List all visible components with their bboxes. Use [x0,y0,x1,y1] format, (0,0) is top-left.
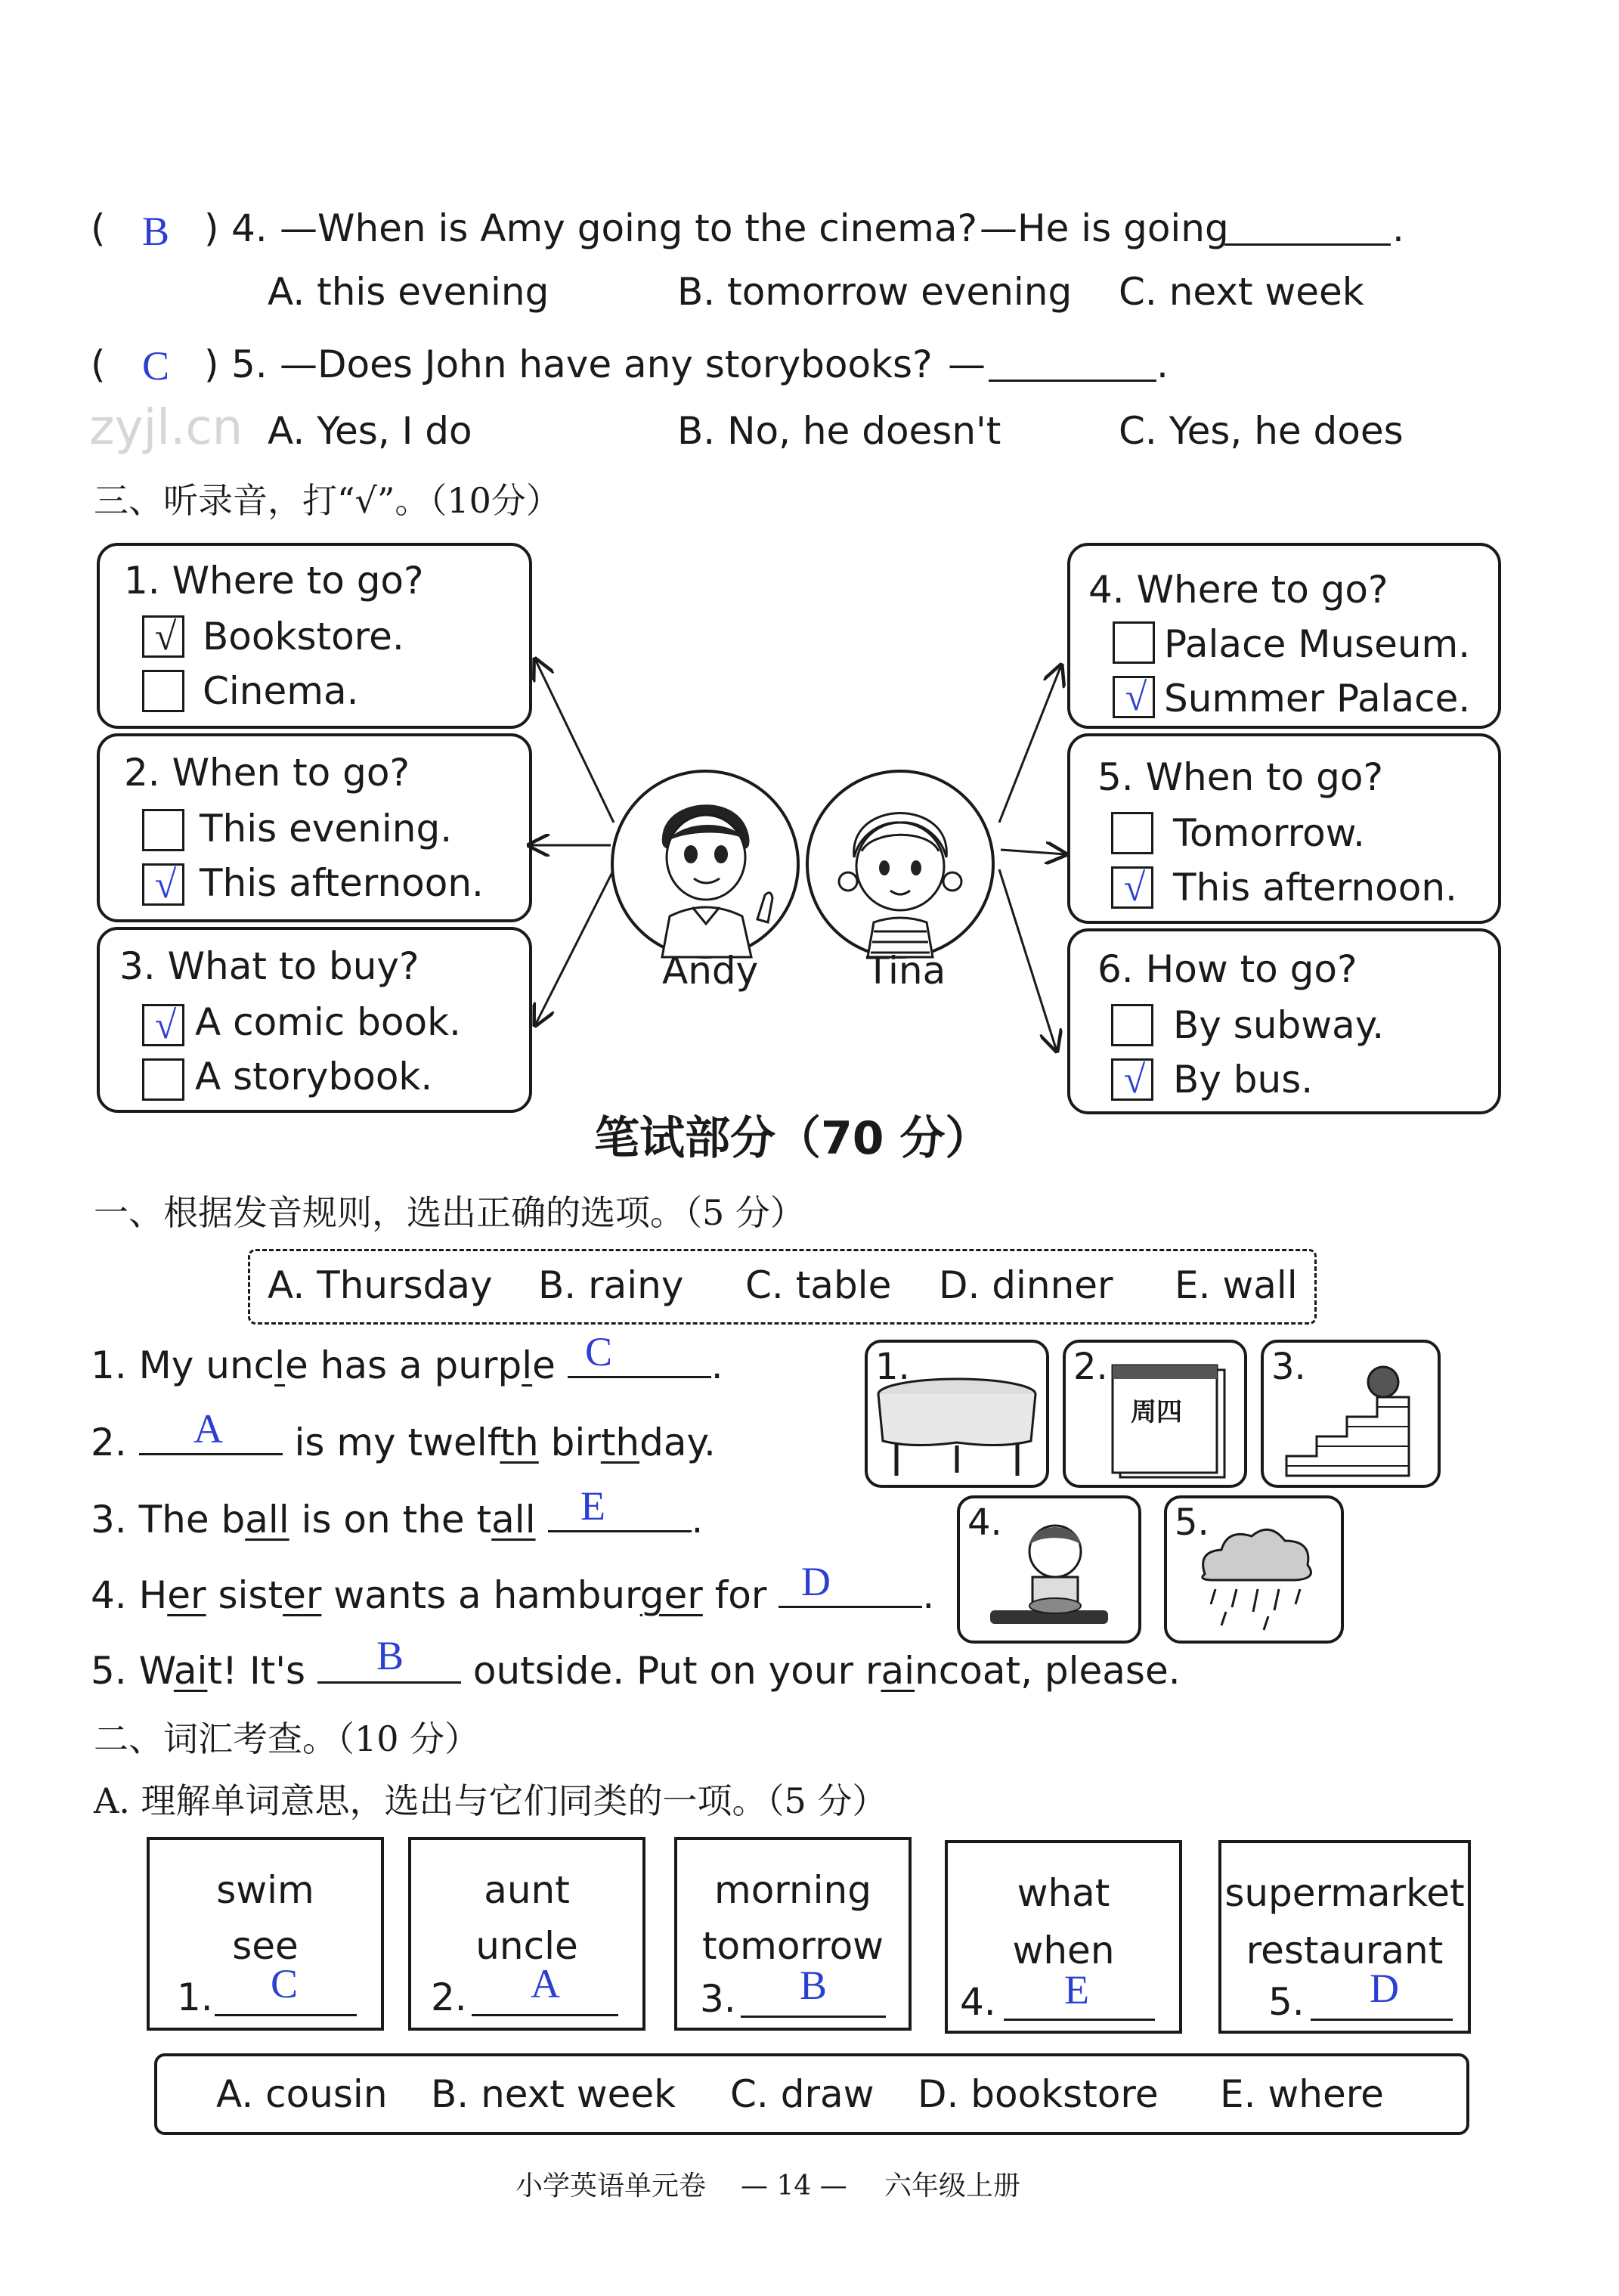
underlined-sound: ai [881,1649,915,1693]
section-one-option-a: A. Thursday [268,1263,493,1307]
calendar-label: 周四 [1131,1397,1182,1427]
footer-right: 六年级上册 [884,2171,1021,2201]
vocab-word: see [232,1924,299,1968]
q5-number: 5. [231,342,268,386]
underlined-sound: er [167,1573,206,1617]
listen-box-question: 3. What to buy? [119,944,419,988]
q5-option-b: B. No, he doesn't [677,409,1001,453]
answer-blank[interactable] [779,1572,922,1608]
vocab-answer: A [531,1961,560,2006]
sentence-text [536,1498,548,1542]
listen-option: Tomorrow. [1173,811,1365,855]
picture-3-ball-wall [1261,1340,1441,1488]
tina-label: Tina [866,949,946,993]
q4-paren-close: ) [204,206,219,250]
sentence-3 [91,1497,703,1542]
sentence-text: sist [206,1573,283,1617]
sentence-text: is my twelf [282,1421,500,1464]
picture-1-table [865,1340,1049,1488]
underlined-sound: ger [639,1573,703,1617]
answer-blank[interactable] [1311,2019,1453,2021]
sentence-text: outside. Put on your r [461,1649,881,1693]
sentence-text: t! It's [207,1649,317,1693]
picture-number: 3. [1271,1346,1306,1388]
vocab-group-5 [1218,1840,1471,2034]
q4-number: 4. [231,206,268,250]
listen-option: This evening. [200,807,453,851]
sentence-2-answer: A [193,1406,223,1452]
sentence-5-answer: B [376,1633,404,1678]
vocab-group-4 [945,1840,1182,2034]
sentence-end: . [922,1573,935,1617]
listen-option: Palace Museum. [1164,622,1471,666]
section-one-option-e: E. wall [1175,1263,1298,1307]
picture-number: 5. [1175,1501,1209,1544]
vocab-word: morning [714,1868,871,1912]
vocab-word: what [1017,1871,1110,1915]
vocab-answer: B [800,1963,828,2008]
q5-option-a: A. Yes, I do [268,409,472,453]
vocab-number: 1. [177,1975,213,2019]
sentence-text: e [532,1343,568,1387]
vocab-word: when [1012,1929,1115,1972]
section-three-title: 三、听录音，打“√”。（10分） [94,480,561,521]
underlined-sound: all [491,1498,536,1542]
q4-question: —When is Amy going to the cinema? [280,206,977,250]
picture-number: 1. [875,1346,910,1388]
sentence-end: . [691,1498,704,1542]
sentence-text: is on the t [289,1498,492,1542]
vocab-group-2 [408,1837,645,2031]
picture-2-calendar [1063,1340,1247,1488]
rain-cloud-icon [1167,1498,1341,1641]
underlined-sound: th [500,1421,539,1464]
q5-paren-open: ( [91,342,106,386]
section-one-option-b: B. rainy [538,1263,684,1307]
section-two-option-e: E. where [1220,2072,1384,2116]
listen-option: A storybook. [195,1055,433,1098]
sentence-1-answer: C [585,1329,613,1374]
vocab-answer: D [1370,1966,1399,2011]
listen-box-question: 6. How to go? [1097,947,1357,991]
listen-option: This afternoon. [200,861,484,905]
andy-label: Andy [662,949,759,993]
listen-box-question: 5. When to go? [1097,755,1384,799]
sentence-number: 5. [91,1649,127,1693]
section-two-part-a: A. 理解单词意思，选出与它们同类的一项。（5 分） [94,1780,887,1821]
arrow-to-box-1 [535,659,614,823]
q4-end: . [1392,206,1404,250]
check-mark: √ [1123,866,1146,909]
sentence-end: . [710,1343,723,1387]
section-one-option-c: C. table [745,1263,892,1307]
sentence-number: 2. [91,1421,127,1464]
q5-option-c: C. Yes, he does [1119,409,1404,453]
andy-portrait [609,768,801,960]
listen-option: Summer Palace. [1164,677,1471,720]
vocab-word: aunt [484,1868,570,1912]
sentence-text: W [138,1649,174,1693]
table-icon [868,1343,1046,1485]
written-part-title: 笔试部分（70 分） [594,1112,991,1165]
arrow-to-box-6 [999,869,1057,1051]
vocab-word: uncle [475,1924,578,1968]
q5-answer: C [142,343,170,389]
section-two-option-a: A. cousin [216,2072,388,2116]
sentence-1 [91,1343,723,1388]
arrow-to-box-3 [535,869,614,1025]
arrow-to-box-5 [1001,850,1066,854]
picture-5-rain [1164,1495,1344,1644]
q4-paren-open: ( [91,206,106,250]
q4-option-b: B. tomorrow evening [677,270,1073,314]
answer-blank[interactable] [215,2014,357,2016]
sentence-4-answer: D [801,1559,831,1604]
underlined-sound: ai [173,1649,208,1693]
vocab-number: 3. [700,1977,736,2021]
vocab-number: 5. [1268,1980,1305,2024]
q4-reply: —He is going [980,206,1229,250]
check-mark: √ [154,615,177,658]
underlined-sound: l [522,1343,533,1387]
answer-blank[interactable] [472,2014,618,2016]
sentence-text: for [702,1573,779,1617]
q4-option-c: C. next week [1119,270,1364,314]
listen-option: This afternoon. [1173,866,1457,909]
footer-left: 小学英语单元卷 [515,2171,707,2201]
answer-blank[interactable] [741,2016,886,2018]
vocab-group-1 [147,1837,384,2031]
q5-question: —Does John have any storybooks? [280,342,933,386]
answer-blank[interactable] [1004,2019,1155,2021]
q4-answer: B [142,209,170,254]
vocab-word: restaurant [1246,1929,1444,1972]
section-two-option-c: C. draw [730,2072,875,2116]
answer-blank[interactable] [548,1497,692,1532]
sentence-text: My unc [138,1343,275,1387]
listen-box-question: 1. Where to go? [124,559,424,603]
sentence-text: e has a purp [285,1343,522,1387]
sentence-5 [91,1648,1181,1693]
underlined-sound: all [245,1498,289,1542]
section-two-title: 二、词汇考查。（10 分） [94,1718,480,1759]
sentence-text: The b [138,1498,246,1542]
picture-4-dinner [957,1495,1141,1644]
vocab-group-3 [674,1837,912,2031]
footer-page-number: — 14 — [741,2171,847,2201]
sentence-3-answer: E [580,1483,605,1529]
vocab-number: 2. [431,1975,467,2019]
section-two-option-b: B. next week [431,2072,676,2116]
underlined-sound: er [283,1573,322,1617]
connector-arrows [0,0,1619,1134]
section-one-option-d: D. dinner [939,1263,1113,1307]
check-mark: √ [1123,1058,1146,1102]
listen-option: By bus. [1173,1058,1314,1102]
picture-number: 4. [967,1501,1002,1544]
sentence-number: 1. [91,1343,127,1387]
sentence-text: bir [538,1421,601,1464]
listen-option: Bookstore. [203,615,404,658]
sentence-text: ncoat, please. [915,1649,1181,1693]
vocab-word: tomorrow [701,1924,884,1968]
vocab-answer: E [1064,1967,1089,2012]
vocab-word: swim [216,1868,314,1912]
section-two-option-d: D. bookstore [918,2072,1159,2116]
wall-icon [1264,1343,1438,1485]
sentence-number: 3. [91,1498,127,1542]
q4-option-a: A. this evening [268,270,549,314]
section-one-title: 一、根据发音规则，选出正确的选项。（5 分） [94,1192,805,1233]
q5-end: . [1156,342,1169,386]
q5-paren-close: ) [204,342,219,386]
listen-option: By subway. [1173,1003,1385,1047]
girl-eating-icon [960,1498,1138,1641]
listen-box-question: 2. When to go? [124,751,410,795]
listen-option: A comic book. [195,1000,461,1044]
vocab-number: 4. [960,1980,996,2024]
listen-box-question: 4. Where to go? [1088,568,1388,612]
watermark: zyjl.cn [89,400,243,456]
arrow-to-box-4 [999,665,1061,823]
q5-reply: — [948,342,986,386]
listen-option: Cinema. [203,669,359,713]
sentence-number: 4. [91,1573,127,1617]
vocab-word: supermarket [1224,1871,1465,1915]
underlined-sound: l [274,1343,286,1387]
check-mark: √ [1125,676,1147,719]
sentence-2 [91,1420,716,1465]
underlined-sound: th [600,1421,640,1464]
check-mark: √ [154,1004,177,1047]
vocab-answer: C [271,1961,299,2006]
sentence-text: day. [639,1421,716,1464]
sentence-text: wants a hambur [321,1573,640,1617]
picture-number: 2. [1073,1346,1108,1388]
sentence-text: H [138,1573,168,1617]
tina-portrait [804,768,996,960]
check-mark: √ [154,863,177,906]
